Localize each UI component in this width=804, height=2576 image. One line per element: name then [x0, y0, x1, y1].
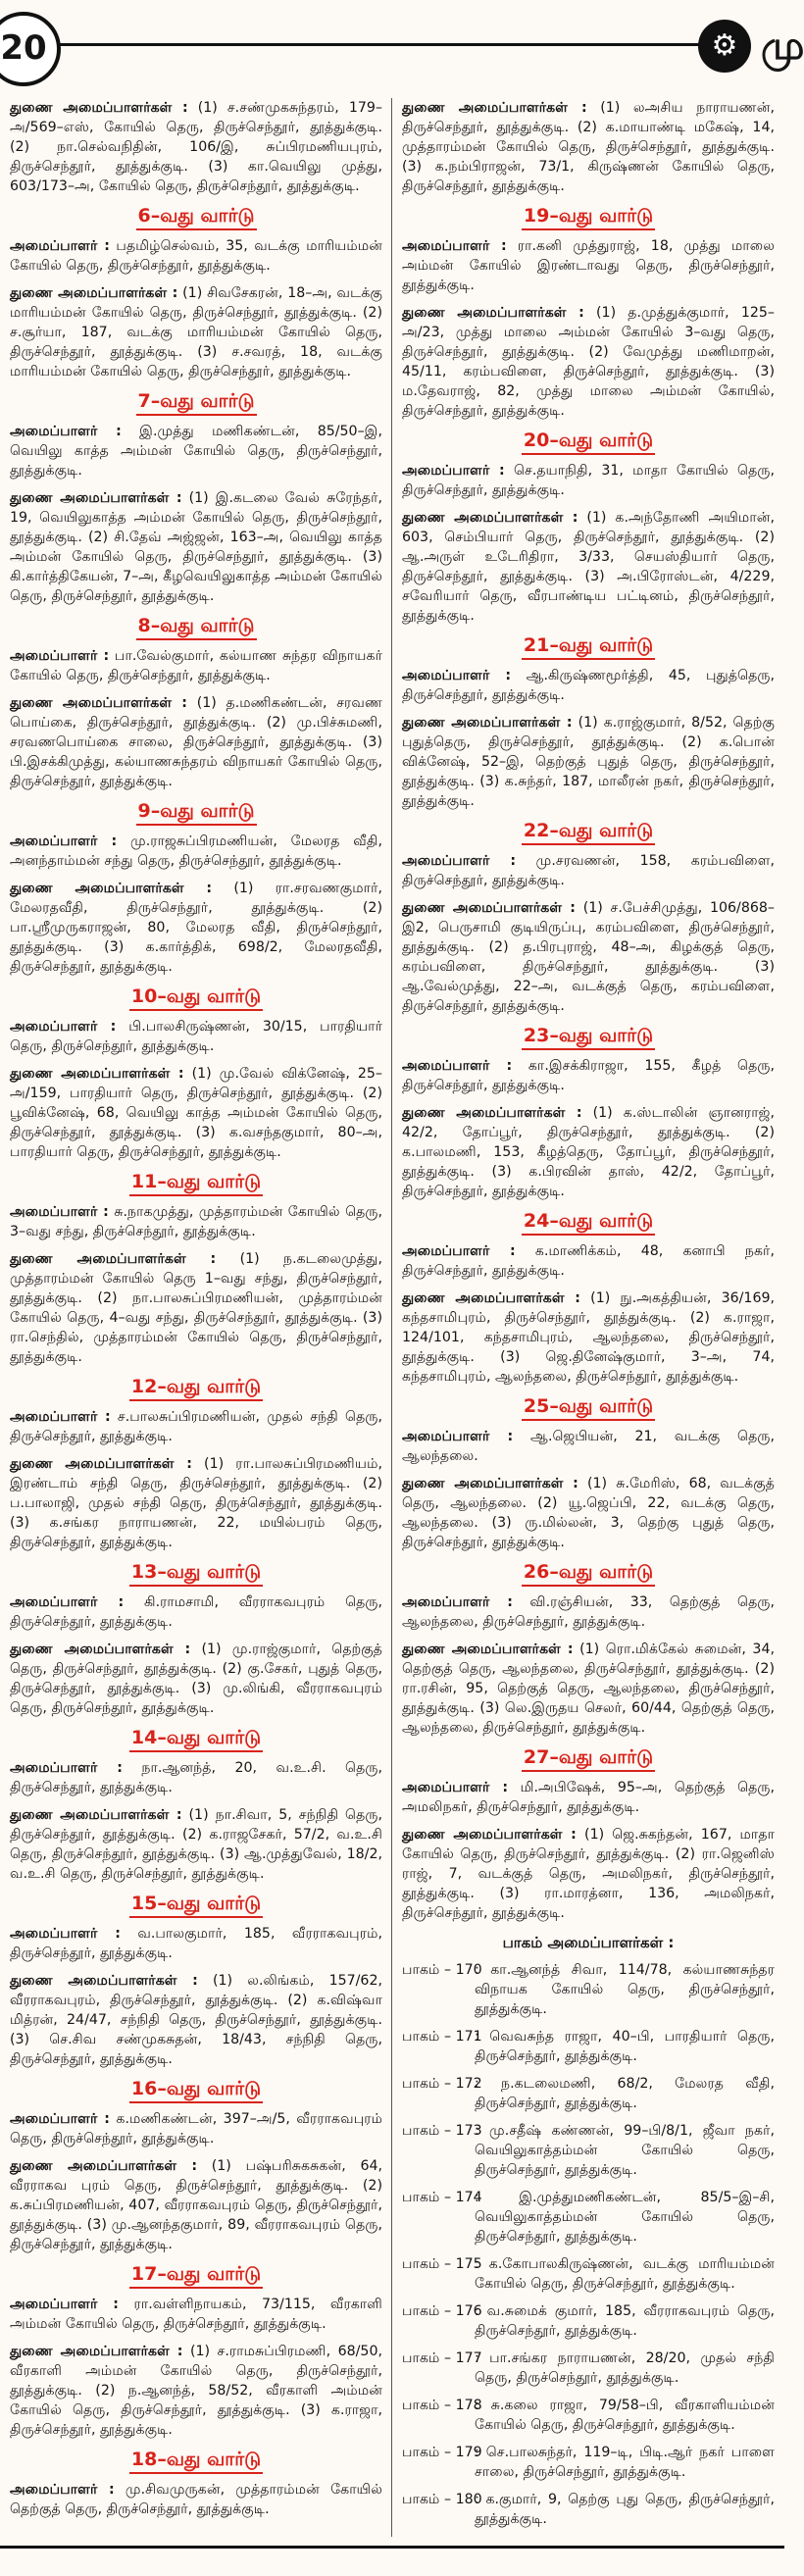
- ward-title: 14–வது வார்டு: [129, 1726, 263, 1752]
- member-text: கா.இசக்கிராஜா, 155, கீழத் தெரு, திருச்செந்தூர், தூத்துக்குடி.: [402, 1058, 775, 1093]
- ward-heading: [402, 204, 775, 230]
- ward-title: 18–வது வார்டு: [129, 2448, 263, 2474]
- ward-member: [10, 646, 382, 685]
- ward-deputies: [10, 1640, 382, 1718]
- booth-details: : க.கோபாலகிருஷ்ணன், வடக்கு மாரியம்மன் கோயில் தெரு, திருச்செந்தூர், தூத்துக்குடி.: [475, 2256, 775, 2292]
- ward-deputies: [402, 303, 775, 421]
- ward-deputies: [402, 1825, 775, 1923]
- ward-deputies: [10, 283, 382, 381]
- ward-deputies: [402, 1640, 775, 1738]
- member-label: அமைப்பாளர் :: [402, 1243, 516, 1259]
- ward-deputies: [10, 2342, 382, 2440]
- deputy-label: துணை அமைப்பாளர்கள் :: [402, 1290, 580, 1306]
- deputies-text: (1) ச.பேச்சிமுத்து, 106/868–இ2, பெருசாமி குடியிருப்பு, கரம்பவிளை, திருச்செந்தூர், தூத்துக்குடி. (2) த.பிரபுராஜ், 48–அ, கிழக்குத் தெரு, கரம்பவிளை, திருச்செந்தூர், தூத்துக்குடி. (3) ஆ.வேல்முத்து, 22–அ, வடக்குத் தெரு, கரம்பவிளை, திருச்செந்தூர், தூத்துக்குடி.: [402, 900, 776, 1014]
- member-text: பி.பாலசிருஷ்ணன், 30/15, பாரதியார் தெரு, திருச்செந்தூர், தூத்துக்குடி.: [10, 1019, 383, 1054]
- booth-number: பாகம் – 173: [402, 2123, 482, 2139]
- member-text: ஆ.ஜெபியன், 21, வடக்கு தெரு, ஆலந்தலை.: [402, 1429, 775, 1464]
- ward-title: 23–வது வார்டு: [522, 1024, 655, 1050]
- deputies-text: (1) க.ராஜ்குமார், 8/52, தெற்கு புதுத்தெரு, திருச்செந்தூர், தூத்துக்குடி. (2) க.பொன் விக்னேஷ், 52–இ, தெற்குத் புதுத் தெரு, திருச்செந்தூர், தூத்துக்குடி. (3) க.சுந்தர், 187, மாலீரன் நகர், திருச்செந்தூர், தூத்துக்குடி.: [402, 715, 775, 809]
- member-label: அமைப்பாளர் :: [10, 648, 110, 664]
- deputies-text: (1) சிவசேகரன், 18–அ, வடக்கு மாரியம்மன் கோயில் தெரு, திருச்செந்தூர், தூத்துக்குடி. (2) ச.சூர்யா, 187, வடக்கு மாரியம்மன் கோயில் தெரு, திருச்செந்தூர், தூத்துக்குடி. (3) ச.சவரத், 18, வடக்கு மாரியம்மன் கோயில் தெரு, திருச்செந்தூர், தூத்துக்குடி.: [10, 285, 383, 379]
- deputy-label: துணை அமைப்பாளர்கள் :: [402, 1827, 577, 1843]
- ward-title: 24–வது வார்டு: [522, 1209, 655, 1236]
- deputy-label: துணை அமைப்பாளர்கள் :: [10, 1807, 182, 1823]
- ward-title: 20–வது வார்டு: [522, 429, 655, 455]
- ward-heading: [10, 2448, 382, 2474]
- booth-row: [402, 2254, 775, 2294]
- ward-title: 19–வது வார்டு: [522, 204, 655, 230]
- member-text: இ.முத்து மணிகண்டன், 85/50–இ, வெயிலு காத்த அம்மன் கோயில் தெரு, திருச்செந்தூர், தூத்துக்குடி.: [10, 424, 382, 479]
- member-label: அமைப்பாளர் :: [10, 1019, 117, 1035]
- ward-heading: [10, 204, 382, 230]
- deputies-text: (1) ரா.பாலசுப்பிரமணியம், இரண்டாம் சந்தி தெரு, திருச்செந்தூர், தூத்துக்குடி. (2) ப.பாலாஜி, முதல் சந்தி தெரு, திருச்செந்தூர், தூத்துக்குடி. (3) க.சங்கர நாராயணன், 22, மயில்பரம் தெரு, திருச்செந்தூர், தூத்துக்குடி.: [10, 1456, 382, 1550]
- deputy-label: துணை அமைப்பாளர்கள் :: [402, 1476, 578, 1491]
- ward-heading: [10, 1170, 382, 1196]
- left-column: [10, 98, 382, 2517]
- member-text: பா.வேல்குமார், கல்யாண சுந்தர விநாயகர் கோயில் தெரு, திருச்செந்தூர், தூத்துக்குடி.: [10, 648, 382, 683]
- deputies-text: (1) ரா.சரவணகுமார், மேலரதவீதி, திருச்செந்தூர், தூத்துக்குடி. (2) பா.ஸ்ரீமுருகராஜன், 80, மேலரத வீதி, திருச்செந்தூர், தூத்துக்குடி. (3) க.கார்த்திக், 698/2, மேலரதவீதி, திருச்செந்தூர், தூத்துக்குடி.: [10, 881, 383, 975]
- deputies-text: (1) பஷ்பரிசுகசுகன், 64, வீரராகவ புரம் தெரு, திருச்செந்தூர், தூத்துக்குடி. (2) க.சுப்பிரமணியன், 407, வீரராகவபுரம் தெரு, திருச்செந்தூர், தூத்துக்குடி. (3) மு.ஆனந்தகுமார், 89, வீரராகவபுரம் தெரு, திருச்செந்தூர், தூத்துக்குடி.: [10, 2158, 383, 2252]
- ward-member: [10, 1017, 382, 1056]
- ward-title: 21–வது வார்டு: [522, 633, 655, 660]
- ward-deputies: [10, 1249, 382, 1367]
- member-text: மு.சரவணன், 158, கரம்பவிளை, திருச்செந்தூர், தூத்துக்குடி.: [402, 853, 776, 888]
- ward-heading: [10, 1560, 382, 1587]
- right-column: [402, 98, 776, 2527]
- member-text: ரா.வள்ளிநாயகம், 73/115, வீரகாளி அம்மன் கோயில் தெரு, திருச்செந்தூர், தூத்துக்குடி.: [10, 2297, 382, 2332]
- ward-heading: [402, 633, 775, 660]
- deputy-label: துணை அமைப்பாளர்கள் :: [10, 695, 187, 711]
- booth-number: பாகம் – 180: [402, 2492, 482, 2507]
- ward-heading: [402, 429, 775, 455]
- booth-details: : வெவசுந்த ராஜா, 40–பி, பாரதியார் தெரு, திருச்செந்தூர், தூத்துக்குடி.: [475, 2029, 775, 2064]
- deputies-text: (1) த.முத்துக்குமார், 125–அ/23, முத்து மாலை அம்மன் கோயில் 3–வது தெரு, திருச்செந்தூர், தூத்துக்குடி. (2) வேமுத்து மணிமாறன், 45/11, கரம்பவிளை, திருச்செந்தூர், தூத்துக்குடி. (3) ம.தேவராஜ், 82, முத்து மாலை அம்மன் கோயில், திருச்செந்தூர், தூத்துக்குடி.: [402, 305, 775, 419]
- page-header: [0, 0, 804, 94]
- member-label: அமைப்பாளர் :: [402, 1594, 513, 1610]
- deputy-label: துணை அமைப்பாளர்கள் :: [402, 100, 587, 116]
- deputies-text: (1) சு.மேரிஸ், 68, வடக்குத் தெரு, ஆலந்தலை. (2) யூ.ஜெப்பி, 22, வடக்கு தெரு, ஆலந்தலை. (3) ரு.மில்லன், 3, தெற்கு புதுத் தெரு, திருச்செந்தூர், தூத்துக்குடி.: [402, 1476, 775, 1550]
- newspaper-logo-icon: ⚙: [698, 20, 751, 73]
- ward-member: [10, 422, 382, 480]
- booth-number: பாகம் – 174: [402, 2190, 482, 2205]
- deputies-text: (1) க.ஸ்டாலின் ஞானராஜ், 42/2, தோப்பூர், திருச்செந்தூர், தூத்துக்குடி. (2) க.பாலமணி, 153, கீழத்தெரு, தோப்பூர், திருச்செந்தூர், தூத்துக்குடி. (3) க.பிரவின் தாஸ், 42/2, தோப்பூர், திருச்செந்தூர், தூத்துக்குடி.: [402, 1105, 775, 1199]
- deputies-text: (1) ஜெ.சுகந்தன், 167, மாதா கோயில் தெரு, திருச்செந்தூர், தூத்துக்குடி. (2) ரா.ஜெனிஸ் ராஜ், 7, வடக்குத் தெரு, அமலிநகர், திருச்செந்தூர், தூத்துக்குடி. (3) ரா.மாரத்னா, 136, அமலிநகர், திருச்செந்தூர், தூத்துக்குடி.: [402, 1827, 776, 1921]
- ward-heading: [10, 799, 382, 826]
- deputies-text: (1) மு.ராஜ்குமார், தெற்குத் தெரு, திருச்செந்தூர், தூத்துக்குடி. (2) கு.சேகர், புதுத் தெரு, திருச்செந்தூர், தூத்துக்குடி. (3) மு.லிங்கி, வீரராகவபுரம் தெரு, திருச்செந்தூர், தூத்துக்குடி.: [10, 1642, 382, 1716]
- member-text: ஆ.கிருஷ்ணமூர்த்தி, 45, புதுத்தெரு, திருச்செந்தூர், தூத்துக்குடி.: [402, 668, 776, 703]
- deputy-label: துணை அமைப்பாளர்கள் :: [402, 1642, 574, 1657]
- ward-title: 8–வது வார்டு: [136, 614, 257, 640]
- page-number: 20: [0, 12, 61, 86]
- ward-heading: [10, 2077, 382, 2103]
- ward-title: 22–வது வார்டு: [522, 819, 655, 845]
- ward-member: [10, 2295, 382, 2334]
- member-label: அமைப்பாளர் :: [10, 1760, 123, 1776]
- booth-row: [402, 2443, 775, 2482]
- member-text: மு.சிவமுருகன், முத்தாரம்மன் கோயில் தெற்குத் தெரு, திருச்செந்தூர், தூத்துக்குடி.: [10, 2482, 382, 2517]
- deputies-text: (1) நா.சிவா, 5, சந்நிதி தெரு, திருச்செந்தூர், தூத்துக்குடி. (2) க.ராஜசேகர், 57/2, வ.உ.சி தெரு, திருச்செந்தூர், தூத்துக்குடி. (3) ஆ.முத்துவேல், 18/2, வ.உ.சி தெரு, திருச்செந்தூர், தூத்துக்குடி.: [10, 1807, 383, 1882]
- ward-title: 11–வது வார்டு: [129, 1170, 263, 1196]
- deputies-text: (1) ந.கடலைமுத்து, முத்தாரம்மன் கோயில் தெரு 1–வது சந்து, திருச்செந்தூர், தூத்துக்குடி. (2) நா.பாலசுப்பிரமணியன், முத்தாரம்மன் கோயில் தெரு, 4–வது சந்து, திருச்செந்தூர், தூத்துக்குடி. (3) ரா.செந்தில், முத்தாரம்மன் கோயில் தெரு, திருச்செந்தூர், தூத்துக்குடி.: [10, 1251, 382, 1365]
- booth-details: : இ.முத்துமணிகண்டன், 85/5–இ–சி, வெயிலுகாத்தம்மன் கோயில் தெரு, திருச்செந்தூர், தூத்துக்குடி.: [475, 2190, 775, 2245]
- member-text: ரா.கனி முத்துராஜ், 18, முத்து மாலை அம்மன் கோயில் இரண்டாவது தெரு, திருச்செந்தூர், தூத்துக்குடி.: [402, 238, 776, 293]
- ward-title: 6–வது வார்டு: [136, 204, 257, 230]
- member-label: அமைப்பாளர் :: [402, 853, 517, 869]
- ward-member: [10, 236, 382, 276]
- ward-member: [10, 1407, 382, 1446]
- ward-title: 26–வது வார்டு: [522, 1560, 655, 1587]
- booth-number: பாகம் – 178: [402, 2398, 482, 2413]
- masthead: மு: [761, 24, 804, 69]
- member-text: மி.அபிஷேக், 95–அ, தெற்குத் தெரு, அமலிநகர், திருச்செந்தூர், தூத்துக்குடி.: [402, 1780, 776, 1815]
- ward-deputies: [10, 1454, 382, 1552]
- ward-member: [402, 461, 775, 500]
- ward-member: [10, 1592, 382, 1632]
- ward-heading: [10, 985, 382, 1011]
- ward-member: [10, 2480, 382, 2519]
- member-text: சு.நாகமுத்து, முத்தாரம்மன் கோயில் தெரு, 3–வது சந்து, திருச்செந்தூர், தூத்துக்குடி.: [10, 1204, 383, 1239]
- ward-title: 16–வது வார்டு: [129, 2077, 263, 2103]
- bottom-rule: [0, 2546, 784, 2549]
- column-divider: [391, 98, 392, 2537]
- booth-heading: பாகம் அமைப்பாளர்கள் :: [502, 1934, 675, 1951]
- deputies-text: (1) த.மணிகண்டன், சரவண பொய்கை, திருச்செந்தூர், தூத்துக்குடி. (2) மு.பிச்சுமணி, சரவணபொய்கை சாலை, திருச்செந்தூர், தூத்துக்குடி. (3) பி.இசக்கிமுத்து, கல்யாணசுந்தரம் விநாயகர் கோயில் தெரு, திருச்செந்தூர், தூத்துக்குடி.: [10, 695, 383, 789]
- ward-member: [402, 851, 775, 890]
- member-label: அமைப்பாளர் :: [10, 2111, 110, 2127]
- deputies-text: (1) நு.அகத்தியன், 36/169, கந்தசாமிபுரம், திருச்செந்தூர், தூத்துக்குடி. (2) க.ராஜா, 124/101, கந்தசாமிபுரம், ஆலந்தலை, திருச்செந்தூர், தூத்துக்குடி. (3) ஜெ.தினேஷ்குமார், 3–அ, 74, கந்தசாமிபுரம், ஆலந்தலை, திருச்செந்தூர், தூத்துக்குடி.: [402, 1290, 776, 1385]
- booth-number: பாகம் – 170: [402, 1962, 482, 1978]
- ward-deputies: [10, 693, 382, 791]
- booth-number: பாகம் – 179: [402, 2445, 482, 2460]
- deputy-label: துணை அமைப்பாளர்கள் :: [10, 881, 213, 896]
- deputy-label: துணை அமைப்பாளர்கள் :: [10, 1642, 191, 1657]
- deputies-text: (1) ல.லிங்கம், 157/62, வீரராகவபுரம், திருச்செந்தூர், தூத்துக்குடி. (2) க.விஷ்வா மித்ரன், 24/47, சந்நிதி தெரு, திருச்செந்தூர், தூத்துக்குடி. (3) செ.சிவ சண்முகசுதன், 18/43, சந்நிதி தெரு, திருச்செந்தூர், தூத்துக்குடி.: [10, 1973, 382, 2067]
- ward-deputies: [402, 508, 775, 626]
- deputy-label: துணை அமைப்பாளர்கள் :: [10, 2158, 198, 2174]
- deputy-label: துணை அமைப்பாளர்கள் :: [10, 490, 182, 506]
- ward-deputies: [402, 898, 775, 1016]
- ward-deputies: [10, 488, 382, 606]
- deputies-text: (1) க.அந்தோணி அயிமான், 603, செம்பியார் தெரு, திருச்செந்தூர், தூத்துக்குடி. (2) ஆ.அருள் உடேரிதிரா, 3/33, செயஸ்தியார் தெரு, திருச்செந்தூர், தூத்துக்குடி. (3) அ.பிரோஸ்டன், 4/229, சவேரியார் தெரு, வீரபாண்டிய பட்டினம், திருச்செந்தூர், தூத்துக்குடி.: [402, 510, 776, 624]
- ward-member: [402, 1778, 775, 1817]
- deputy-label: துணை அமைப்பாளர்கள் :: [402, 305, 584, 321]
- right-intro-text: (1) லஅசிய நாராயணன், திருச்செந்தூர், தூத்துக்குடி. (2) க.மாயாண்டி மகேஷ், 14, முத்தாரம்மன் கோயில் தெரு, திருச்செந்தூர், தூத்துக்குடி. (3) க.நம்பிராஜன், 73/1, கிருஷ்ணன் கோயில் தெரு, திருச்செந்தூர், தூத்துக்குடி.: [402, 100, 775, 194]
- deputies-text: (1) ரொ.மிக்கேல் சுமைன், 34, தெற்குத் தெரு, ஆலந்தலை, திருச்செந்தூர், தூத்துக்குடி. (2) ரா.ரசின், 95, தெற்குத் தெரு, ஆலந்தலை, திருச்செந்தூர், தூத்துக்குடி. (3) லெ.இருதய செலர், 60/44, தெற்குத் தெரு, ஆலந்தலை, திருச்செந்தூர், தூத்துக்குடி.: [402, 1642, 775, 1736]
- ward-title: 15–வது வார்டு: [129, 1892, 263, 1918]
- ward-deputies: [402, 1474, 775, 1552]
- ward-heading: [402, 1745, 775, 1772]
- ward-member: [10, 1924, 382, 1963]
- member-label: அமைப்பாளர் :: [10, 1409, 111, 1425]
- right-intro: [402, 98, 775, 196]
- ward-heading: [402, 1024, 775, 1050]
- ward-deputies: [10, 1064, 382, 1162]
- ward-member: [10, 832, 382, 871]
- left-intro-text: (1) ச.சண்முகசுந்தரம், 179–அ/569–எஸ், கோயில் தெரு, திருச்செந்தூர், தூத்துக்குடி. (2) நா.செல்வநிதின், 106/இ, சுப்பிரமணியபுரம், திருச்செந்தூர், தூத்துக்குடி. (3) கா.வெயிலு முத்து, 603/173–அ, கோயில் தெரு, திருச்செந்தூர், தூத்துக்குடி.: [10, 100, 383, 194]
- ward-deputies: [402, 1288, 775, 1387]
- deputy-label: துணை அமைப்பாளர்கள் :: [10, 100, 188, 116]
- ward-member: [10, 2109, 382, 2148]
- member-label: அமைப்பாளர் :: [402, 668, 512, 683]
- deputies-text: (1) ச.ராமசுப்பிரமணி, 68/50, வீரகாளி அம்மன் கோயில் தெரு, திருச்செந்தூர், தூத்துக்குடி. (2) ந.ஆனந்த், 58/52, வீரகாளி அம்மன் கோயில் தெரு, திருச்செந்தூர், தூத்துக்குடி. (3) க.ராஜா, திருச்செந்தூர், தூத்துக்குடி.: [10, 2344, 382, 2438]
- ward-deputies: [10, 2156, 382, 2254]
- header-rule: [57, 43, 708, 46]
- ward-heading: [402, 819, 775, 845]
- ward-title: 27–வது வார்டு: [522, 1745, 655, 1772]
- ward-heading: [402, 1394, 775, 1421]
- ward-heading: [10, 389, 382, 416]
- ward-title: 7–வது வார்டு: [136, 389, 257, 416]
- booth-row: [402, 2027, 775, 2066]
- deputy-label: துணை அமைப்பாளர்கள் :: [10, 2344, 183, 2359]
- ward-heading: [402, 1209, 775, 1236]
- booth-details: : க.குமார், 9, தெற்கு புது தெரு, திருச்செந்தூர், தூத்துக்குடி.: [475, 2492, 775, 2527]
- member-text: கி.ராமசாமி, வீரராகவபுரம் தெரு, திருச்செந்தூர், தூத்துக்குடி.: [10, 1594, 383, 1630]
- booth-details: : வ.சுமைக் குமார், 185, வீரராகவபுரம் தெரு, திருச்செந்தூர், தூத்துக்குடி.: [475, 2303, 775, 2339]
- ward-title: 12–வது வார்டு: [129, 1375, 263, 1401]
- deputy-label: துணை அமைப்பாளர்கள் :: [10, 285, 178, 301]
- member-text: நா.ஆனந்த், 20, வ.உ.சி. தெரு, திருச்செந்தூர், தூத்துக்குடி.: [10, 1760, 383, 1795]
- deputy-label: துணை அமைப்பாளர்கள் :: [402, 715, 573, 731]
- member-label: அமைப்பாளர் :: [10, 1204, 109, 1220]
- booth-row: [402, 2396, 775, 2435]
- ward-member: [402, 236, 775, 295]
- member-text: பதமிழ்செல்வம், 35, வடக்கு மாரியம்மன் கோயில் தெரு, திருச்செந்தூர், தூத்துக்குடி.: [10, 238, 383, 274]
- deputy-label: துணை அமைப்பாளர்கள் :: [402, 900, 576, 916]
- deputy-label: துணை அமைப்பாளர்கள் :: [10, 1066, 184, 1082]
- booth-number: பாகம் – 171: [402, 2029, 482, 2045]
- deputy-label: துணை அமைப்பாளர்கள் :: [10, 1456, 192, 1472]
- ward-deputies: [10, 1971, 382, 2069]
- booth-details: : பா.சங்கர நாராயணன், 28/20, முதல் சந்தி தெரு, திருச்செந்தூர், தூத்துக்குடி.: [475, 2350, 775, 2386]
- ward-title: 9–வது வார்டு: [136, 799, 257, 826]
- ward-member: [402, 1427, 775, 1466]
- booth-number: பாகம் – 175: [402, 2256, 482, 2272]
- member-label: அமைப்பாளர் :: [402, 238, 507, 254]
- deputies-text: (1) இ.கடலை வேல் சுரேந்தர், 19, வெயிலுகாத்த அம்மன் கோயில் தெரு, திருச்செந்தூர், தூத்துக்குடி. (2) சி.தேவ் அஜ்ஜன், 163–அ, வெயிலு காத்த அம்மன் கோயில் தெரு, திருச்செந்தூர், தூத்துக்குடி. (3) கி.கார்த்திகேயன், 7–அ, கீழவெயிலுகாத்த அம்மன் கோயில் தெரு, திருச்செந்தூர், தூத்துக்குடி.: [10, 490, 383, 604]
- member-label: அமைப்பாளர் :: [402, 1429, 514, 1444]
- member-label: அமைப்பாளர் :: [402, 1058, 513, 1074]
- member-text: மு.ராஜசுப்பிரமணியன், மேலரத வீதி, அனந்தாம்மன் சந்து தெரு, திருச்செந்தூர், தூத்துக்குடி.: [10, 833, 382, 869]
- member-label: அமைப்பாளர் :: [10, 833, 118, 849]
- member-text: செ.தயாநிதி, 31, மாதா கோயில் தெரு, திருச்செந்தூர், தூத்துக்குடி.: [402, 463, 775, 498]
- booth-row: [402, 2074, 775, 2113]
- ward-member: [10, 1758, 382, 1797]
- booth-number: பாகம் – 177: [402, 2350, 482, 2366]
- ward-title: 25–வது வார்டு: [522, 1394, 655, 1421]
- deputy-label: துணை அமைப்பாளர்கள் :: [402, 510, 578, 526]
- deputy-label: துணை அமைப்பாளர்கள் :: [10, 1251, 217, 1267]
- member-label: அமைப்பாளர் :: [402, 463, 505, 479]
- member-label: அமைப்பாளர் :: [10, 424, 122, 439]
- member-label: அமைப்பாளர் :: [10, 2297, 119, 2312]
- member-label: அமைப்பாளர் :: [10, 2482, 115, 2498]
- ward-heading: [10, 1892, 382, 1918]
- member-text: க.மாணிக்கம், 48, கனாபி நகர், திருச்செந்தூர், தூத்துக்குடி.: [402, 1243, 775, 1279]
- ward-title: 13–வது வார்டு: [129, 1560, 263, 1587]
- booth-number: பாகம் – 176: [402, 2303, 482, 2319]
- deputy-label: துணை அமைப்பாளர்கள் :: [10, 1973, 198, 1989]
- booth-details: : மு.சதீஷ் கண்ணன், 99–பி/8/1, ஜீவா நகர், வெயிலுகாத்தம்மன் கோயில் தெரு, திருச்செந்தூர், தூத்துக்குடி.: [475, 2123, 775, 2178]
- ward-heading: [10, 1375, 382, 1401]
- ward-member: [402, 1592, 775, 1632]
- booth-details: : சு.கலை ராஜா, 79/58–பி, வீரகாளியம்மன் கோயில் தெரு, திருச்செந்தூர், தூத்துக்குடி.: [475, 2398, 775, 2433]
- ward-heading: [10, 614, 382, 640]
- member-text: வ.பாலகுமார், 185, வீரராகவபுரம், திருச்செந்தூர், தூத்துக்குடி.: [10, 1926, 382, 1961]
- booth-details: : கா.ஆனந்த் சிவா, 114/78, கல்யாணசுந்தர விநாயக கோயில் தெரு, திருச்செந்தூர், தூத்துக்குடி.: [475, 1962, 775, 2017]
- left-intro: [10, 98, 382, 196]
- ward-deputies: [402, 713, 775, 811]
- ward-heading: [10, 2262, 382, 2289]
- member-text: வி.ரஞ்சியன், 33, தெற்குத் தெரு, ஆலந்தலை, திருச்செந்தூர், தூத்துக்குடி.: [402, 1594, 775, 1630]
- ward-member: [402, 666, 775, 705]
- deputy-label: துணை அமைப்பாளர்கள் :: [402, 1105, 582, 1121]
- member-label: அமைப்பாளர் :: [402, 1780, 509, 1795]
- booth-details: : ந.கடலைமணி, 68/2, மேலரத வீதி, திருச்செந்தூர், தூத்துக்குடி.: [475, 2076, 775, 2111]
- booth-row: [402, 2349, 775, 2388]
- booth-row: [402, 2121, 775, 2180]
- deputies-text: (1) மு.வேல் விக்னேஷ், 25–அ/159, பாரதியார் தெரு, திருச்செந்தூர், தூத்துக்குடி. (2) பூவிக்னேஷ், 68, வெயிலு காத்த அம்மன் கோயில் தெரு, திருச்செந்தூர், தூத்துக்குடி. (3) க.வசந்தகுமார், 80–அ, பாரதியார் தெரு, திருச்செந்தூர், தூத்துக்குடி.: [10, 1066, 382, 1160]
- ward-deputies: [10, 879, 382, 977]
- booth-row: [402, 2490, 775, 2529]
- booth-row: [402, 2188, 775, 2247]
- booth-number: பாகம் – 172: [402, 2076, 482, 2092]
- ward-title: 10–வது வார்டு: [129, 985, 263, 1011]
- ward-heading: [402, 1560, 775, 1587]
- member-label: அமைப்பாளர் :: [10, 238, 110, 254]
- member-label: அமைப்பாளர் :: [10, 1594, 125, 1610]
- booth-row: [402, 1960, 775, 2019]
- member-label: அமைப்பாளர் :: [10, 1926, 121, 1942]
- booth-details: : செ.பாலசுந்தர், 119–டி, பிடி.ஆர் நகர் பாளை சாலை, திருச்செந்தூர், தூத்துக்குடி.: [475, 2445, 775, 2480]
- member-text: க.மணிகண்டன், 397–அ/5, வீரராகவபுரம் தெரு, திருச்செந்தூர், தூத்துக்குடி.: [10, 2111, 383, 2147]
- ward-title: 17–வது வார்டு: [129, 2262, 263, 2289]
- ward-deputies: [10, 1805, 382, 1884]
- ward-heading: [10, 1726, 382, 1752]
- ward-member: [402, 1241, 775, 1281]
- booth-row: [402, 2301, 775, 2341]
- member-text: ச.பாலசுப்பிரமணியன், முதல் சந்தி தெரு, திருச்செந்தூர், தூத்துக்குடி.: [10, 1409, 382, 1444]
- ward-member: [10, 1202, 382, 1241]
- ward-deputies: [402, 1103, 775, 1201]
- ward-member: [402, 1056, 775, 1095]
